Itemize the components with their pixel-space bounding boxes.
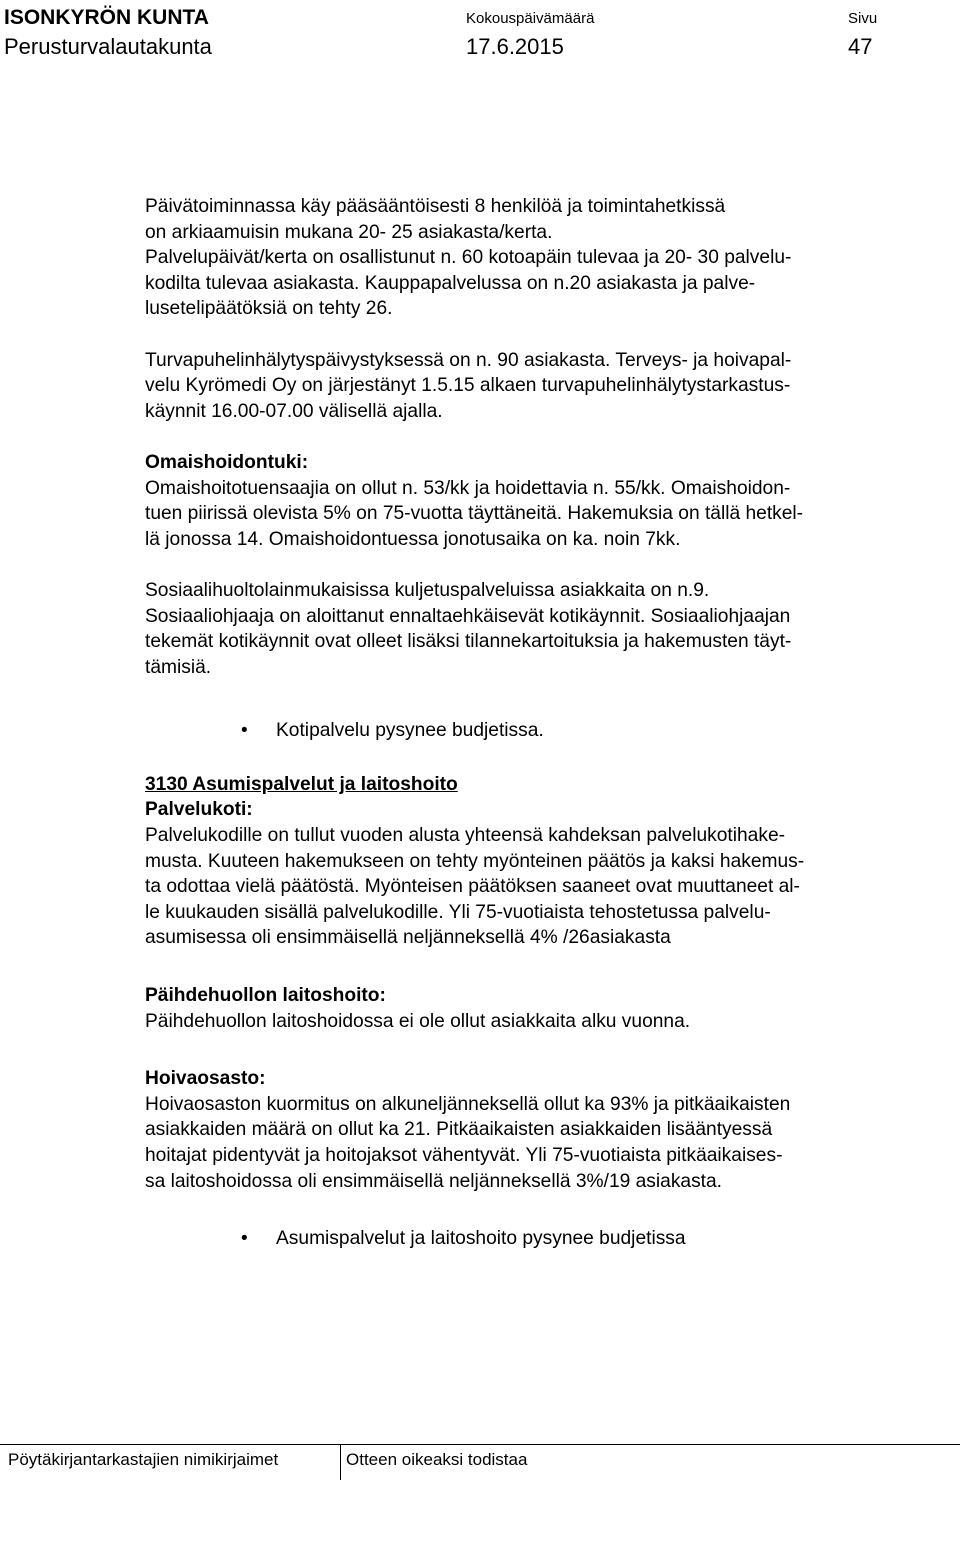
text-line: hoitajat pidentyvät ja hoitojaksot vähentyvät. Yli 75-vuotiaista pitkäaikaises- xyxy=(145,1145,783,1166)
text-line: Omaishoitotuensaajia on ollut n. 53/kk ja hoidettavia n. 55/kk. Omaishoidon- xyxy=(145,477,791,499)
text-line: asiakkaiden määrä on ollut ka 21. Pitkäaikaisten asiakkaiden lisääntyessä xyxy=(145,1119,773,1141)
paragraph-day-activity xyxy=(145,194,957,322)
section-heading: 3130 Asumispalvelut ja laitoshoito xyxy=(145,773,458,795)
text-line: ta odottaa vielä päätöstä. Myönteisen päätöksen saaneet ovat muuttaneet al- xyxy=(145,876,800,898)
paragraph-safety-phone xyxy=(145,348,957,425)
heading-palvelukoti: Palvelukoti: xyxy=(145,799,253,821)
footer-initials-label: Pöytäkirjantarkastajien nimikirjaimet xyxy=(8,1450,279,1469)
bullet-item: • Kotipalvelu pysynee budjetissa. xyxy=(145,718,957,744)
text-line: Palvelukodille on tullut vuoden alusta yhteensä kahdeksan palvelukotihake- xyxy=(145,825,786,847)
paragraph-substance-care: Päihdehuollon laitoshoidossa ei ole ollut asiakkaita alku vuonna. xyxy=(145,1010,691,1032)
footer-divider xyxy=(340,1444,341,1480)
text-line: asumisessa oli ensimmäisellä neljänneksellä 4% /26asiakasta xyxy=(145,927,671,949)
text-line: kodilta tulevaa asiakasta. Kauppapalvelussa on n.20 asiakasta ja palve- xyxy=(145,272,756,294)
document-body xyxy=(145,194,957,1252)
paragraph-service-home xyxy=(145,823,957,951)
heading-hoivaosasto: Hoivaosasto: xyxy=(145,1068,266,1090)
text-line: lusetelipäätöksiä on tehty 26. xyxy=(145,298,393,320)
organization-name: ISONKYRÖN KUNTA xyxy=(4,6,209,29)
text-line: tuen piirissä olevista 5% on 75-vuotta täyttäneitä. Hakemuksia on tällä hetkel- xyxy=(145,503,804,525)
paragraph-care-ward xyxy=(145,1092,957,1194)
footer-rule xyxy=(0,1444,960,1445)
text-line: käynnit 16.00-07.00 välisellä ajalla. xyxy=(145,400,443,422)
page-label: Sivu xyxy=(848,10,878,27)
text-line: velu Kyrömedi Oy on järjestänyt 1.5.15 alkaen turvapuhelinhälytystarkastus- xyxy=(145,375,791,397)
text-line: tekemät kotikäynnit ovat olleet lisäksi tilannekartoituksia ja hakemusten täyt- xyxy=(145,631,792,653)
paragraph-caregiver-support xyxy=(145,476,957,553)
text-line: Päivätoiminnassa käy pääsääntöisesti 8 henkilöä ja toimintahetkissä xyxy=(145,196,726,217)
text-line: le kuukauden sisällä palvelukodille. Yli 75-vuotiaista tehostetussa palvelu- xyxy=(145,901,771,923)
committee-name: Perusturvalautakunta xyxy=(4,34,212,59)
meeting-date: 17.6.2015 xyxy=(466,34,564,59)
footer-certification-label: Otteen oikeaksi todistaa xyxy=(346,1450,528,1469)
text-line: Sosiaalihuoltolainmukaisissa kuljetuspalveluissa asiakkaita on n.9. xyxy=(145,579,710,601)
page-number: 47 xyxy=(848,34,873,59)
heading-paihdehuolto: Päihdehuollon laitoshoito: xyxy=(145,985,386,1007)
text-line: Hoivaosaston kuormitus on alkuneljänneksellä ollut ka 93% ja pitkäaikaisten xyxy=(145,1093,791,1115)
text-line: musta. Kuuteen hakemukseen on tehty myönteinen päätös ja kaksi hakemus- xyxy=(145,850,805,872)
page-header xyxy=(0,6,960,66)
text-line: Turvapuhelinhälytyspäivystyksessä on n. 90 asiakasta. Terveys- ja hoivapal- xyxy=(145,349,792,371)
text-line: Sosiaaliohjaaja on aloittanut ennaltaehkäisevät kotikäynnit. Sosiaaliohjaajan xyxy=(145,605,791,627)
heading-omaishoidontuki: Omaishoidontuki: xyxy=(145,451,309,473)
text-line: Palvelupäivät/kerta on osallistunut n. 60 kotoapäin tulevaa ja 20- 30 palvelu- xyxy=(145,247,792,269)
text-line: on arkiaamuisin mukana 20- 25 asiakasta/kerta. xyxy=(145,221,553,243)
paragraph-transport-services xyxy=(145,578,957,680)
meeting-date-label: Kokouspäivämäärä xyxy=(466,10,595,27)
text-line: lä jonossa 14. Omaishoidontuessa jonotusaika on ka. noin 7kk. xyxy=(145,528,681,550)
text-line: tämisiä. xyxy=(145,656,212,678)
bullet-item: • Asumispalvelut ja laitoshoito pysynee budjetissa xyxy=(145,1226,957,1252)
text-line: sa laitoshoidossa oli ensimmäisellä neljänneksellä 3%/19 asiakasta. xyxy=(145,1170,723,1192)
